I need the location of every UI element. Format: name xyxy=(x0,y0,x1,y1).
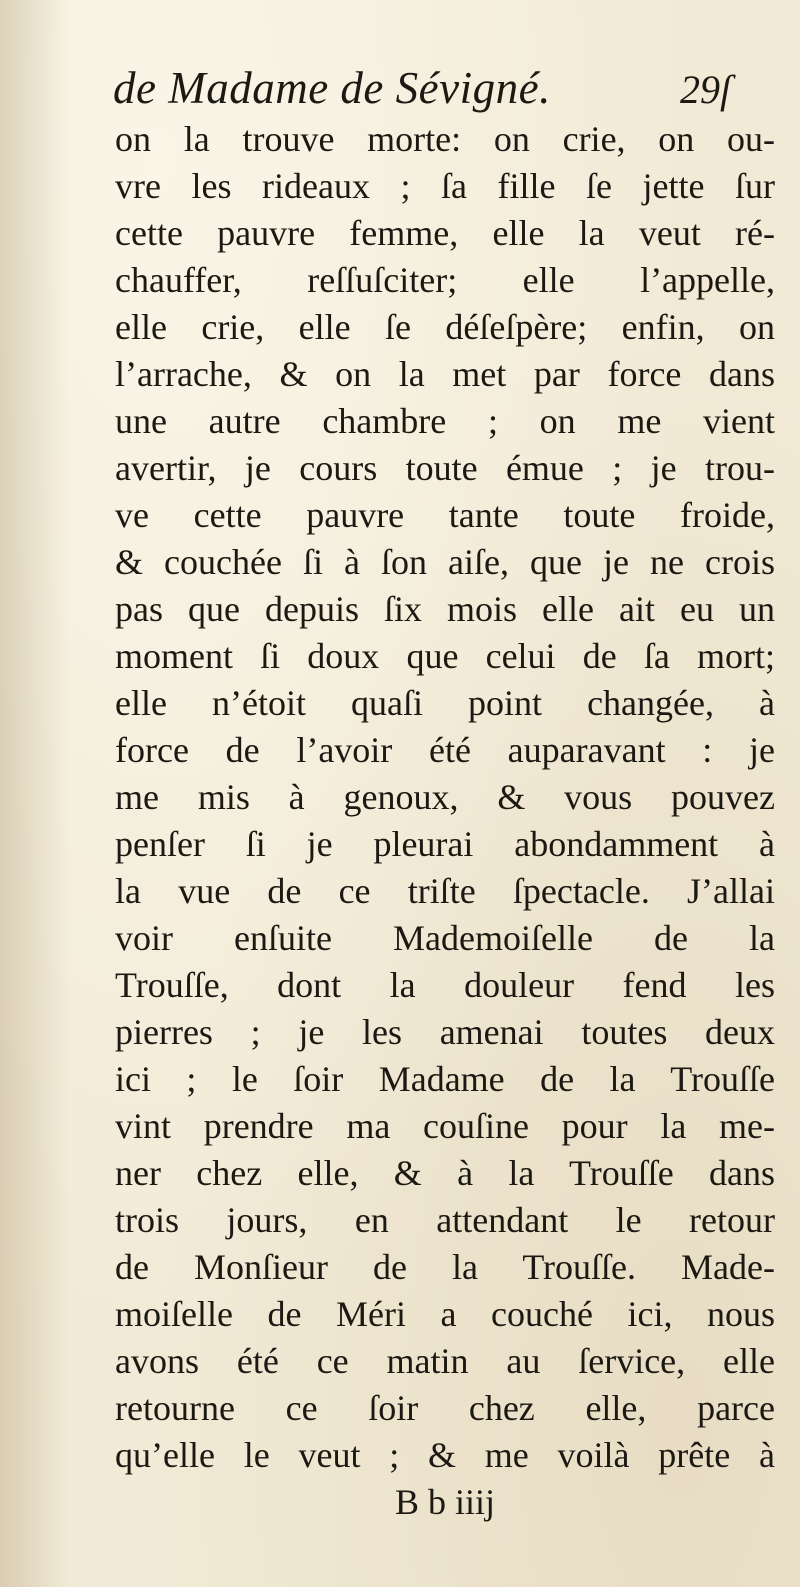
text-line: pierres ; je les amenai toutes deux xyxy=(115,1012,775,1052)
text-line: trois jours, en attendant le retour xyxy=(115,1200,775,1240)
binding-shadow xyxy=(0,0,70,1587)
text-line: chauffer, reſſuſciter; elle l’appelle, xyxy=(115,260,775,300)
text-line: ici ; le ſoir Madame de la Trouſſe xyxy=(115,1059,775,1099)
text-line: vint prendre ma couſine pour la me- xyxy=(115,1106,775,1146)
text-line: moiſelle de Méri a couché ici, nous xyxy=(115,1294,775,1334)
text-line: cette pauvre femme, elle la veut ré- xyxy=(115,213,775,253)
text-line: une autre chambre ; on me vient xyxy=(115,401,775,441)
text-line: on la trouve morte: on crie, on ou- xyxy=(115,119,775,159)
running-title: de Madame de Sévigné. xyxy=(113,63,551,113)
page-number: 29ſ xyxy=(680,67,732,112)
signature-mark: B b iiij xyxy=(394,1482,496,1522)
text-line: vre les rideaux ; ſa fille ſe jette ſur xyxy=(115,166,775,206)
text-line: qu’elle le veut ; & me voilà prête à xyxy=(115,1435,775,1475)
text-line: voir enſuite Mademoiſelle de la xyxy=(115,918,775,958)
text-line: elle crie, elle ſe déſeſpère; enfin, on xyxy=(115,307,775,347)
text-line: Trouſſe, dont la douleur fend les xyxy=(115,965,775,1005)
text-line: l’arrache, & on la met par force dans xyxy=(115,354,775,394)
text-line: pas que depuis ſix mois elle ait eu un xyxy=(115,589,775,629)
text-line: la vue de ce triſte ſpectacle. J’allai xyxy=(115,871,775,911)
text-line: force de l’avoir été auparavant : je xyxy=(115,730,775,770)
text-line: ner chez elle, & à la Trouſſe dans xyxy=(115,1153,775,1193)
text-line: avertir, je cours toute émue ; je trou- xyxy=(115,448,775,488)
text-line: penſer ſi je pleurai abondamment à xyxy=(115,824,775,864)
text-line: de Monſieur de la Trouſſe. Made- xyxy=(115,1247,775,1287)
text-line: retourne ce ſoir chez elle, parce xyxy=(115,1388,775,1428)
text-line: ve cette pauvre tante toute froide, xyxy=(115,495,775,535)
text-line: & couchée ſi à ſon aiſe, que je ne crois xyxy=(115,542,775,582)
text-line: me mis à genoux, & vous pouvez xyxy=(115,777,775,817)
running-head xyxy=(0,62,800,122)
text-line: elle n’étoit quaſi point changée, à xyxy=(115,683,775,723)
body-text xyxy=(115,116,775,1526)
text-line: avons été ce matin au ſervice, elle xyxy=(115,1341,775,1381)
text-line: moment ſi doux que celui de ſa mort; xyxy=(115,636,775,676)
